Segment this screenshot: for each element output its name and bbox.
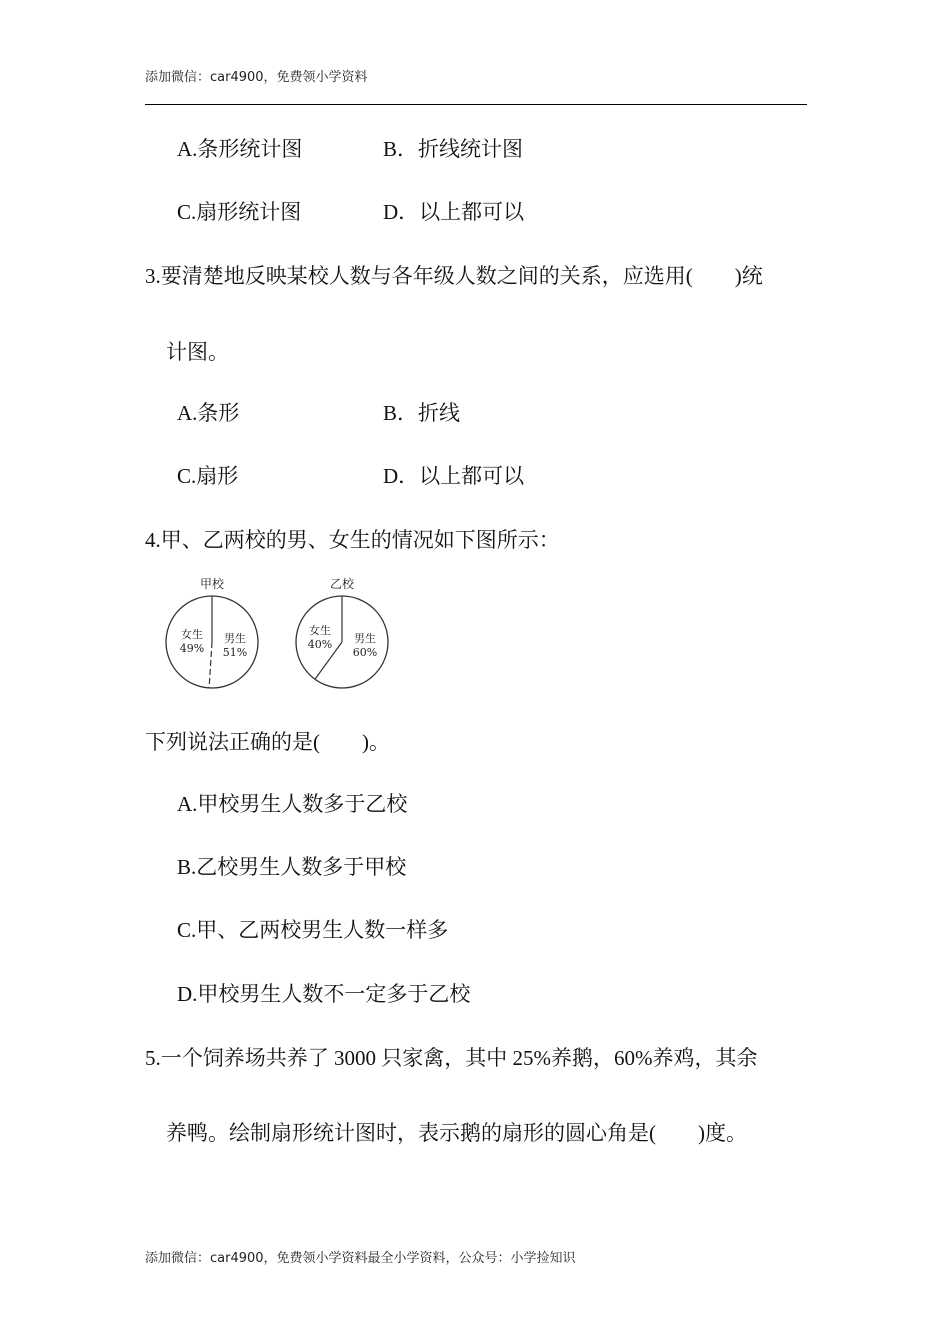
q4-option-a: A.甲校男生人数多于乙校: [177, 792, 408, 816]
pie-slice-label: 男生: [224, 632, 246, 645]
pie-divider-slice: [209, 642, 212, 688]
q2-option-a: A.条形统计图: [177, 137, 303, 161]
pie-slice-value: 49%: [179, 642, 205, 655]
pie-chart-school-a: [166, 576, 258, 688]
pie-charts: [160, 570, 400, 695]
q4-option-d: D.甲校男生人数不一定多于乙校: [177, 982, 471, 1006]
pie-slice-value: 51%: [222, 646, 248, 659]
q5-stem-line2: 养鸭。绘制扇形统计图时，表示鹅的扇形的圆心角是( )度。: [166, 1121, 747, 1145]
page-footer-text: 添加微信：car4900，免费领小学资料最全小学资料，公众号：小学捡知识: [145, 1251, 576, 1266]
pie-title: 乙校: [329, 577, 355, 591]
pie-slice-label: 女生: [309, 624, 331, 637]
q4-stem: 4.甲、乙两校的男、女生的情况如下图所示：: [145, 528, 560, 552]
header-divider: [145, 104, 807, 105]
q3-option-b: B．折线: [383, 401, 461, 425]
q4-option-c: C.甲、乙两校男生人数一样多: [177, 918, 449, 942]
pie-slice-label: 女生: [181, 628, 203, 641]
pie-slice-value: 60%: [352, 646, 378, 659]
q4-prompt: 下列说法正确的是( )。: [145, 730, 390, 754]
q5-stem-line1: 5.一个饲养场共养了 3000 只家禽，其中 25%养鹅，60%养鸡，其余: [145, 1046, 758, 1070]
pie-slice-value: 40%: [307, 638, 333, 651]
q2-option-d: D．以上都可以: [383, 200, 525, 224]
page-header-text: 添加微信：car4900，免费领小学资料: [145, 70, 368, 85]
q3-stem-line2: 计图。: [166, 340, 229, 364]
q3-option-a: A.条形: [177, 401, 240, 425]
q3-option-c: C.扇形: [177, 464, 239, 488]
q3-stem-line1: 3.要清楚地反映某校人数与各年级人数之间的关系，应选用( )统: [145, 264, 763, 288]
pie-slice-label: 男生: [354, 632, 376, 645]
q4-option-b: B.乙校男生人数多于甲校: [177, 855, 407, 879]
q2-option-c: C.扇形统计图: [177, 200, 302, 224]
q2-option-b: B．折线统计图: [383, 137, 524, 161]
q3-option-d: D．以上都可以: [383, 464, 525, 488]
pie-title: 甲校: [199, 577, 225, 591]
pie-chart-school-b: [296, 576, 388, 688]
